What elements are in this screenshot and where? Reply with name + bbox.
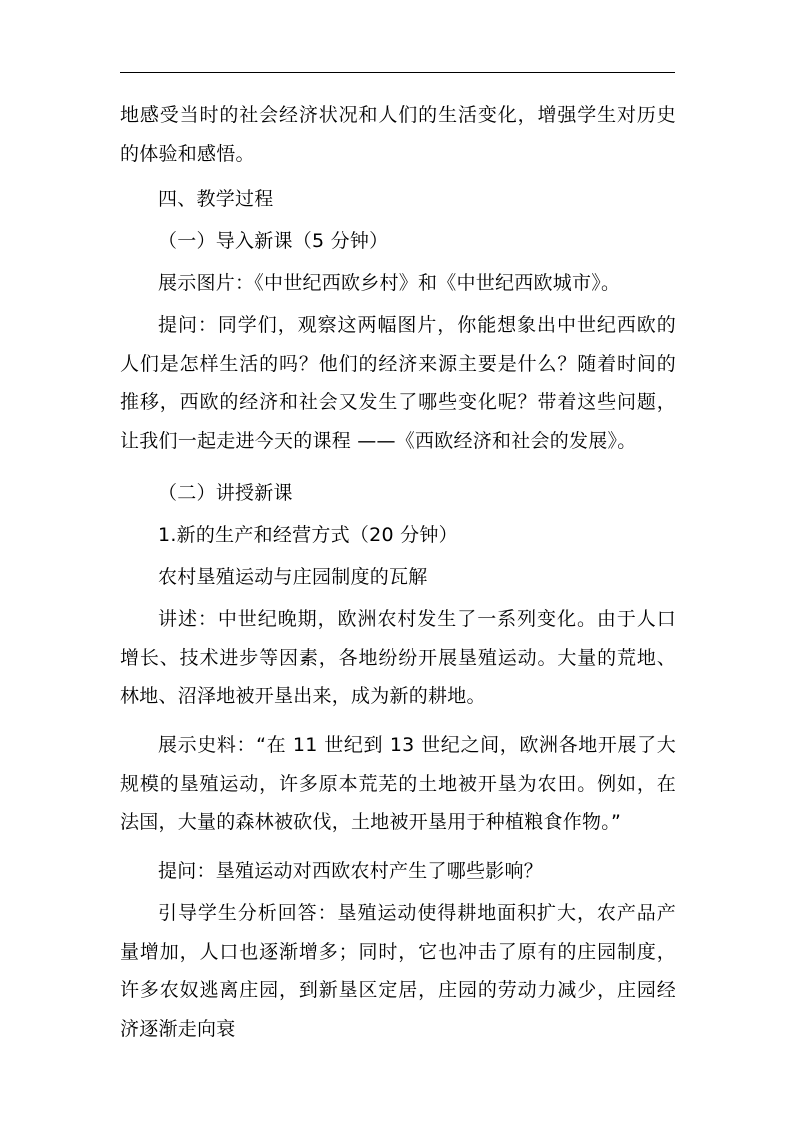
header-rule [120, 72, 675, 73]
topic-subheading-reclamation: 农村垦殖运动与庄园制度的瓦解 [158, 566, 428, 588]
paragraph-guided-answer: 引导学生分析回答：垦殖运动使得耕地面积扩大，农产品产量增加，人口也逐渐增多；同时，它也冲击了原有的庄园制度，许多农奴逃离庄园，到新垦区定居，庄园的劳动力减少，庄园经济逐渐走向衰 [120, 902, 676, 1040]
paragraph-question-intro [120, 306, 676, 460]
paragraph-intro-continuation: 地感受当时的社会经济状况和人们的生活变化，增强学生对历史的体验和感悟。 [120, 104, 676, 165]
paragraph-historical-source: 展示史料：“在 11 世纪到 13 世纪之间，欧洲各地开展了大规模的垦殖运动，许多原本荒芜的土地被开垦为农田。例如，在法国，大量的森林被砍伐，土地被开垦用于种植粮食作物。” [120, 734, 676, 833]
subsection-heading-new-lesson: （二）讲授新课 [158, 482, 293, 504]
section-heading-teaching-process: 四、教学过程 [158, 188, 274, 210]
paragraph-narration: 讲述：中世纪晚期，欧洲农村发生了一系列变化。由于人口增长、技术进步等因素，各地纷纷开展垦殖运动。大量的荒地、林地、沼泽地被开垦出来，成为新的耕地。 [120, 608, 676, 707]
paragraph-question-impact: 提问：垦殖运动对西欧农村产生了哪些影响？ [158, 860, 544, 882]
paragraph-question-intro-text: 提问：同学们，观察这两幅图片，你能想象出中世纪西欧的人们是怎样生活的吗？他们的经济来源主要是什么？随着时间的推移，西欧的经济和社会又发生了哪些变化呢？带着这些问题，让我们一起走进今天的课程 ——《西欧经济和社会的发展》。 [120, 314, 676, 452]
topic-heading-production-methods: 1.新的生产和经营方式（20 分钟） [158, 524, 458, 546]
paragraph-show-images: 展示图片：《中世纪西欧乡村》和《中世纪西欧城市》。 [158, 272, 621, 294]
subsection-heading-introduction: （一）导入新课（5 分钟） [158, 230, 389, 252]
